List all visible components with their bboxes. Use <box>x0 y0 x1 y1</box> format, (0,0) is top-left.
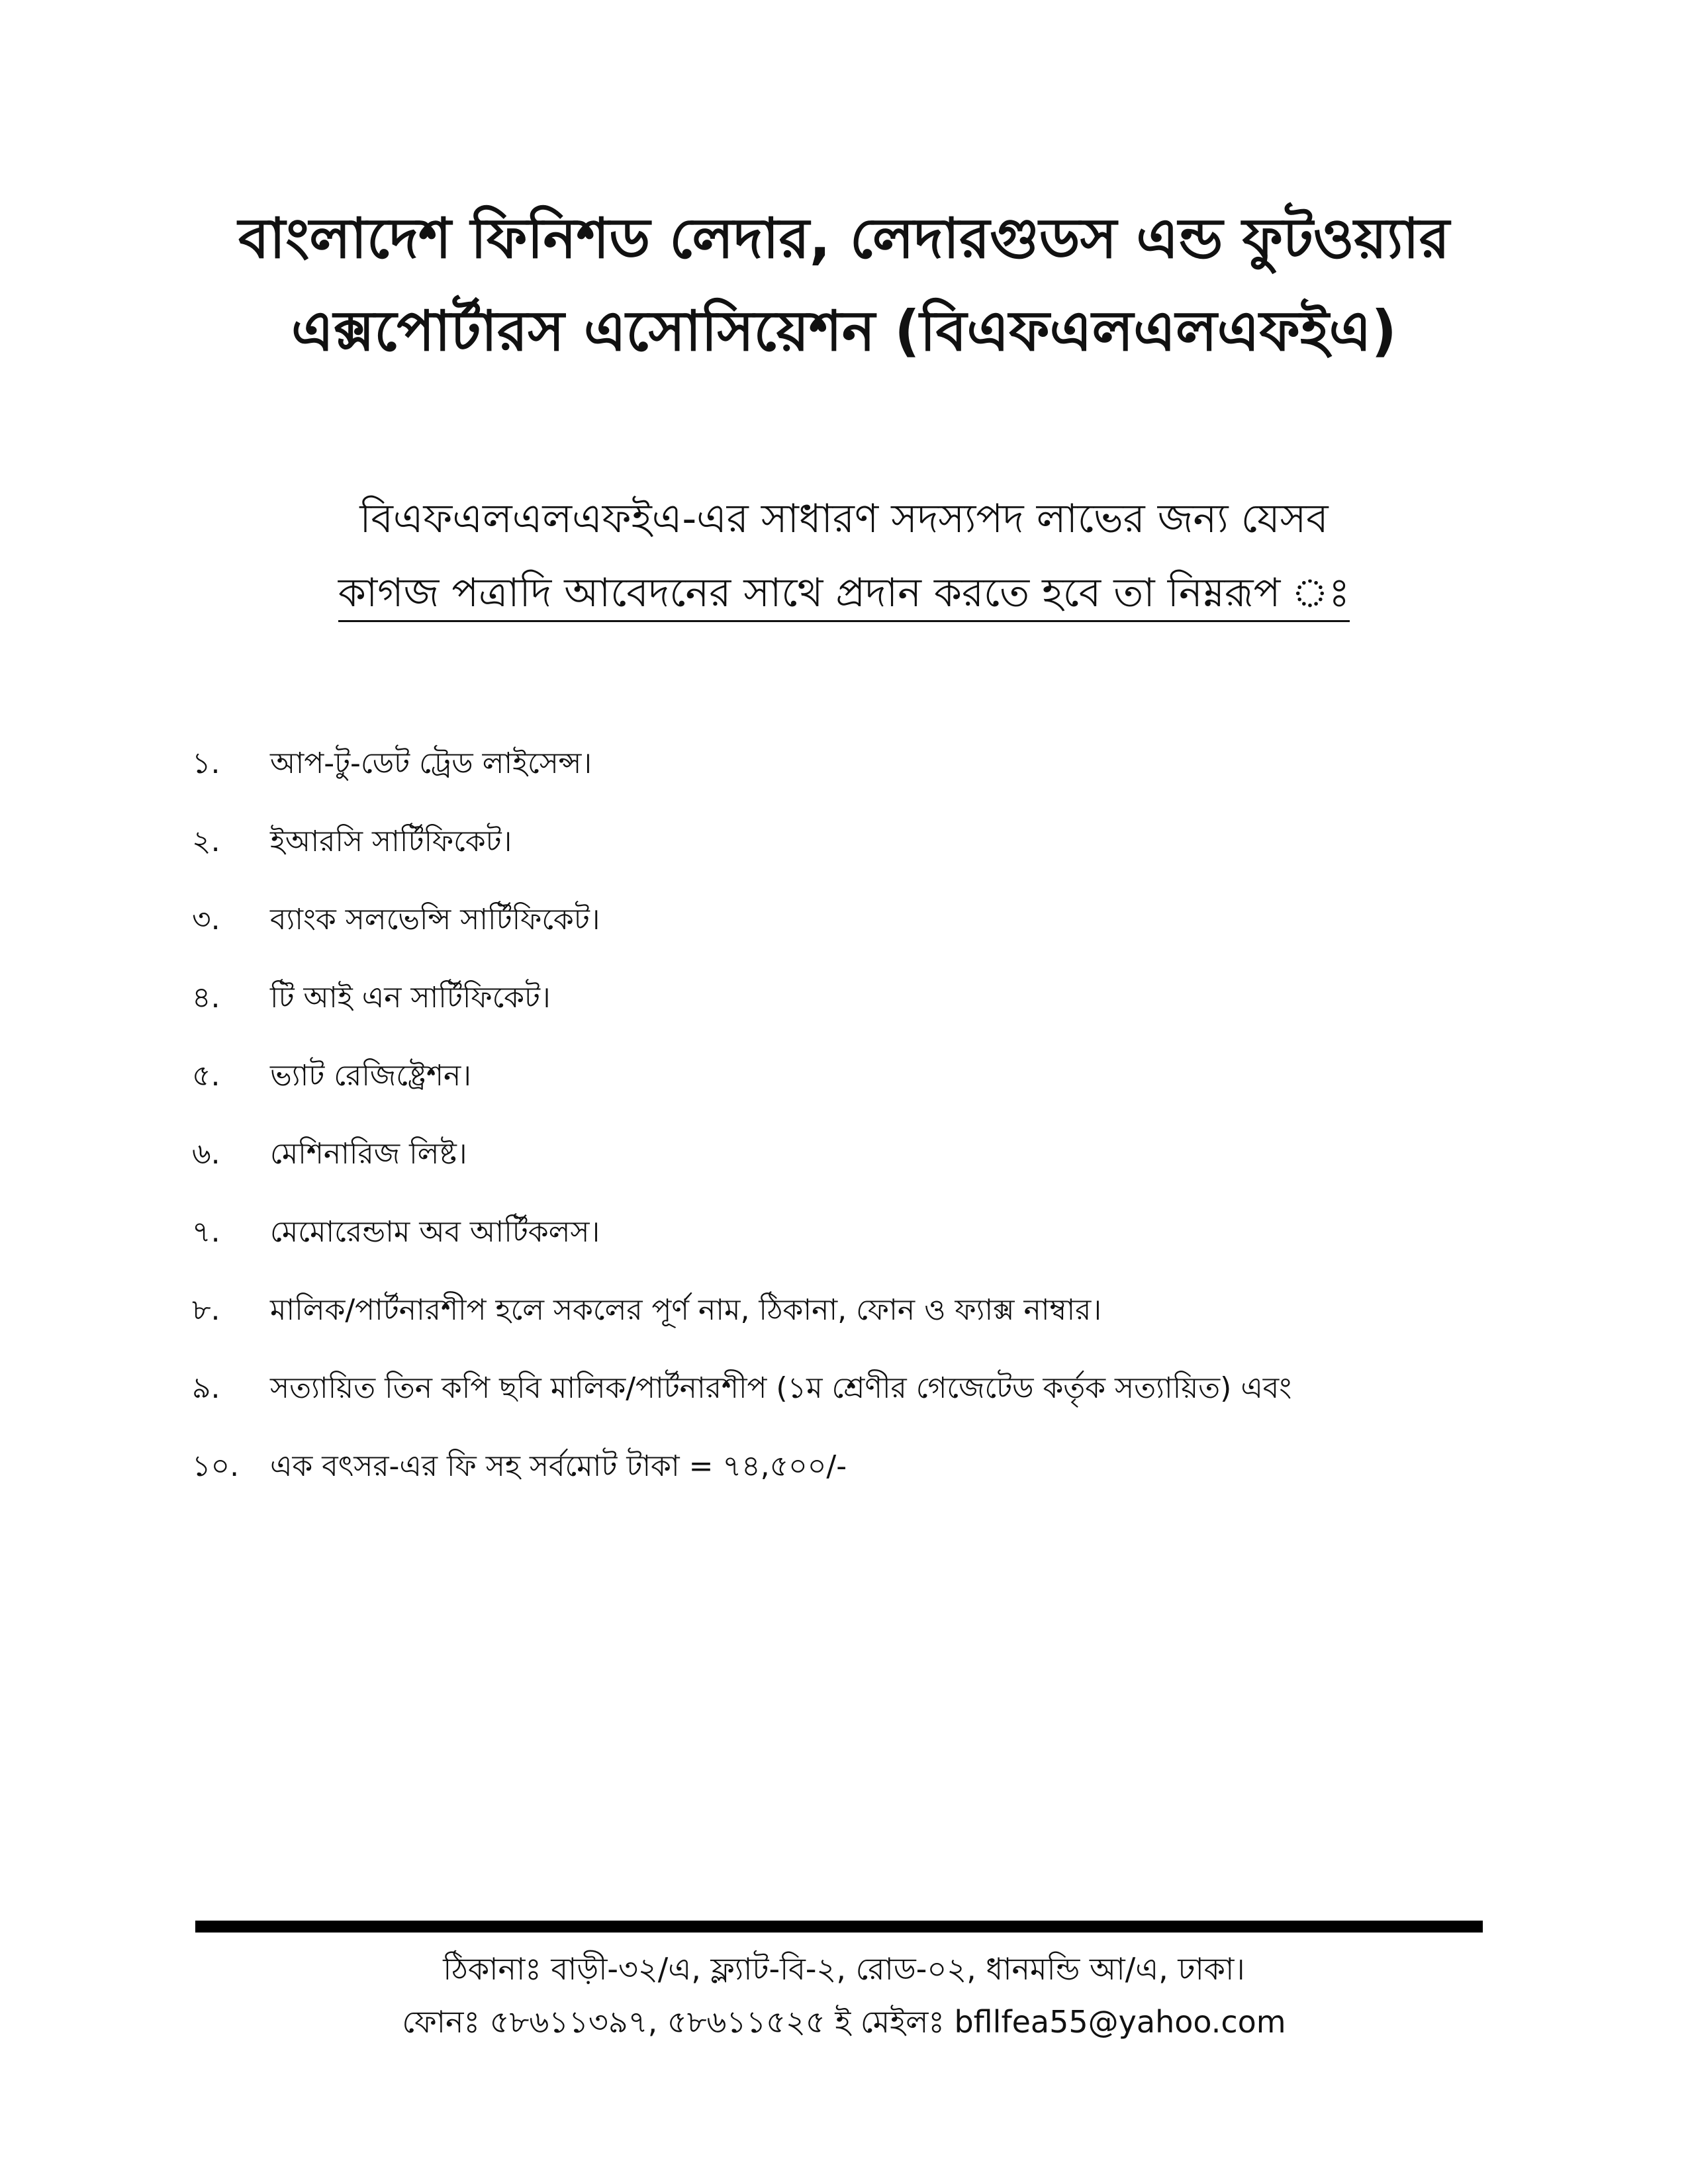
list-item-number: ২. <box>192 825 220 858</box>
subtitle-line-1: বিএফএলএলএফইএ-এর সাধারণ সদস্যপদ লাভের জন্য যেসব <box>359 496 1329 542</box>
document-footer <box>0 1942 1688 2048</box>
requirements-list <box>192 741 1516 1522</box>
list-item-text: আপ-টু-ডেট ট্রেড লাইসেন্স। <box>270 747 592 780</box>
list-item <box>192 819 1516 897</box>
organization-title-line-1: বাংলাদেশ ফিনিশড লেদার, লেদারগুডস এন্ড ফুটওয়্যার <box>238 206 1450 271</box>
list-item <box>192 1444 1516 1522</box>
list-item-number: ১. <box>192 747 220 780</box>
list-item-number: ৯. <box>192 1371 220 1405</box>
list-item-text: ব্যাংক সলভেন্সি সার্টিফিকেট। <box>270 903 600 936</box>
list-item-number: ৩. <box>192 903 220 936</box>
list-item <box>192 1210 1516 1288</box>
list-item <box>192 976 1516 1054</box>
list-item-text: মেশিনারিজ লিষ্ট। <box>270 1137 467 1171</box>
list-item-text: মালিক/পার্টনারশীপ হলে সকলের পূর্ণ নাম, ঠিকানা, ফোন ও ফ্যাক্স নাম্বার। <box>270 1293 1102 1327</box>
list-item <box>192 1366 1516 1444</box>
list-item-number: ৫. <box>192 1059 220 1093</box>
list-item-number: ১০. <box>192 1449 240 1483</box>
list-item-text: এক বৎসর-এর ফি সহ সর্বমোট টাকা = ৭৪,৫০০/- <box>270 1449 847 1483</box>
list-item <box>192 1288 1516 1366</box>
list-item-text: টি আই এন সার্টিফিকেট। <box>270 981 551 1015</box>
document-subtitle <box>0 482 1688 630</box>
organization-title-line-2: এক্সপোর্টারস এসোসিয়েশন (বিএফএলএলএফইএ) <box>291 298 1397 363</box>
footer-contact: ফোনঃ ৫৮৬১১৩৯৭, ৫৮৬১১৫২৫ ই মেইলঃ bfllfea55@yahoo.com <box>402 2004 1286 2040</box>
subtitle-line-2 <box>0 556 1688 630</box>
list-item-number: ৬. <box>192 1137 220 1171</box>
footer-address: ঠিকানাঃ বাড়ী-৩২/এ, ফ্ল্যাট-বি-২, রোড-০২, ধানমন্ডি আ/এ, ঢাকা। <box>443 1951 1245 1987</box>
list-item <box>192 1132 1516 1210</box>
footer-divider <box>195 1921 1483 1933</box>
list-item-text: ভ্যাট রেজিষ্ট্রেশন। <box>270 1059 472 1093</box>
list-item-text: সত্যায়িত তিন কপি ছবি মালিক/পার্টনারশীপ (১ম শ্রেণীর গেজেটেড কর্তৃক সত্যায়িত) এবং <box>270 1371 1292 1405</box>
list-item-number: ৮. <box>192 1293 220 1327</box>
list-item-text: মেমোরেন্ডাম অব আর্টিকলস। <box>270 1215 600 1249</box>
list-item-number: ৭. <box>192 1215 220 1249</box>
list-item <box>192 1054 1516 1132</box>
list-item-number: ৪. <box>192 981 220 1015</box>
document-header <box>0 192 1688 377</box>
list-item <box>192 897 1516 976</box>
list-item-text: ইআরসি সার্টিফিকেট। <box>270 825 512 858</box>
subtitle-line-2-text: কাগজ পত্রাদি আবেদনের সাথে প্রদান করতে হবে তা নিম্নরূপ ঃ <box>338 570 1350 622</box>
list-item <box>192 741 1516 819</box>
